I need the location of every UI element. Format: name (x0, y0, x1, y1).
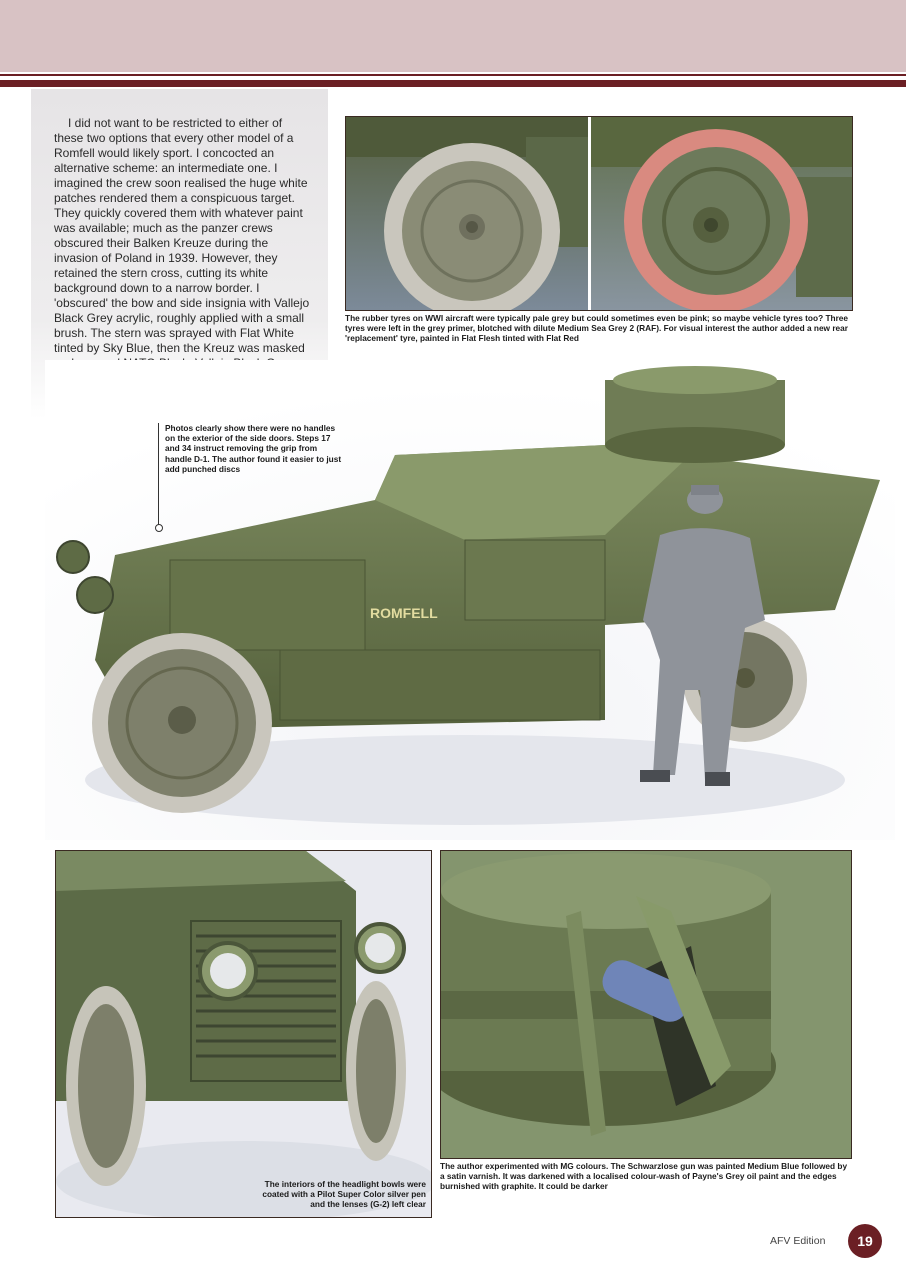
tyres-illustration (346, 117, 852, 310)
header-rule-thin (0, 74, 906, 76)
caption-tyres: The rubber tyres on WWI aircraft were typically pale grey but could sometimes even be pink; so maybe vehicle tyres too? Three tyres were left in the grey primer, blotched with dilute Medium Sea Grey 2 (RAF). For visual interest the author added a new rear 'replacement' tyre, painted in Flat Flesh tinted with Flat Red (345, 313, 849, 344)
callout-line (158, 423, 159, 527)
callout-dot (155, 524, 163, 532)
header-band (0, 0, 906, 72)
caption-handles: Photos clearly show there were no handles on the exterior of the side doors. Steps 17 and 34 instruct removing the grip from handle D-1. The author found it easier to just add punched discs (165, 423, 342, 474)
edition-label: AFV Edition (770, 1235, 826, 1247)
vehicle-marking: ROMFELL (370, 605, 438, 621)
caption-headlights: The interiors of the headlight bowls were coated with a Pilot Super Color silver pen and the lenses (G-2) left clear (262, 1179, 426, 1210)
header-rule-thick (0, 80, 906, 87)
headlights-illustration (56, 851, 431, 1217)
caption-mg: The author experimented with MG colours. The Schwarzlose gun was painted Medium Blue followed by a satin varnish. It was darkened with a localised colour-wash of Payne's Grey oil paint and the edges burnished with graphite. It could be darker (440, 1161, 848, 1192)
photo-headlights (55, 850, 432, 1218)
mg-turret-illustration (441, 851, 851, 1158)
page-number: 19 (848, 1224, 882, 1258)
photo-tyres (345, 116, 853, 311)
photo-mg-turret (440, 850, 852, 1159)
article-body-text: I did not want to be restricted to either of these two options that every other model of a Romfell would likely sport. I concocted an alternative scheme: an intermediate one. I imagined the crew soon realised the huge white patches rendered them a conspicuous target. They quickly covered them with whatever paint was available; much as the panzer crews obscured their Balken Kreuze during the invasion of Poland in 1939. However, they retained the stern cross, cutting its white background down to a narrow border. I 'obscured' the bow and side insignia with Vallejo Black Grey acrylic, roughly applied with a small brush. The stern was sprayed with Flat White tinted by Sky Blue, then the Kreuz was masked (54, 116, 310, 355)
